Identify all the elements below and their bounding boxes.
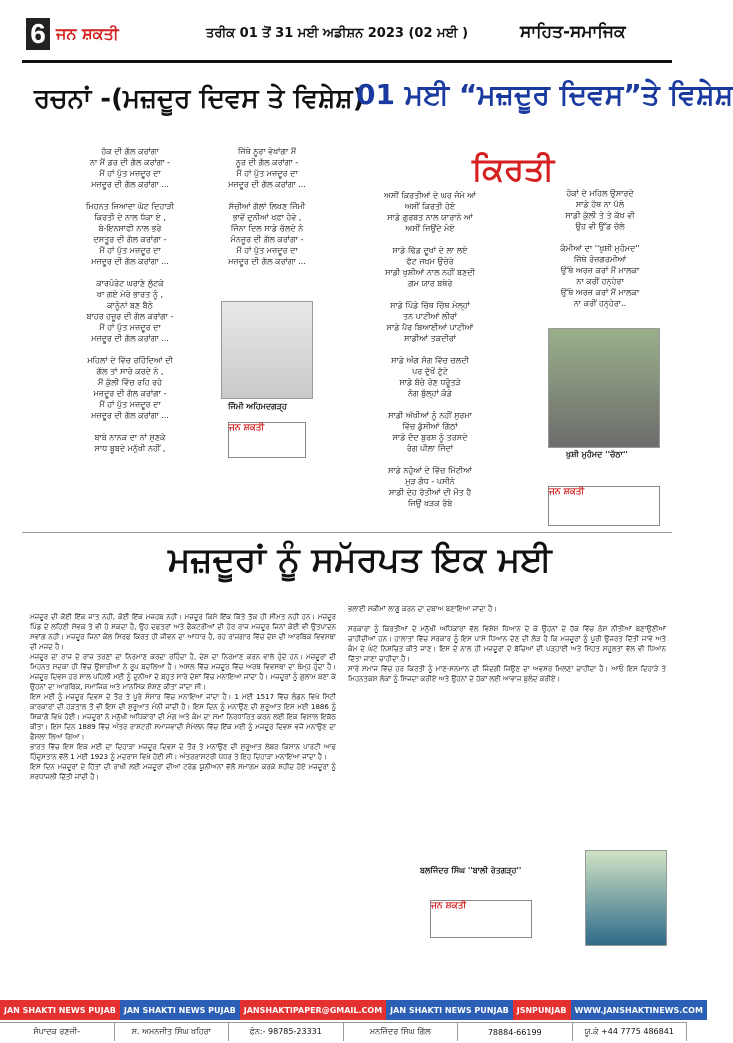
main-article-column-left <box>30 612 336 782</box>
left-article-heading: ਰਚਨਾਂ -(ਮਜ਼ਦੂਰ ਦਿਵਸ ਤੇ ਵਿਸ਼ੇਸ਼) <box>34 84 365 114</box>
main-ad-box <box>430 900 532 938</box>
footer-website-link[interactable]: WWW.JANSHAKTINEWS.COM <box>571 1000 707 1020</box>
left-author-caption: ਜਿੰਮੀ ਅਹਿਮਦਗੜ੍ਹ <box>228 402 287 411</box>
dateline: ਤਰੀਕ 01 ਤੋਂ 31 ਮਈ ਅਡੀਸ਼ਨ 2023 (02 ਮਈ ) <box>206 26 469 41</box>
left-poem-column-1: ਹੱਕ ਦੀ ਗੱਲ ਕਰਾਂਗਾ ਨਾ ਮੈਂ ਡਰ ਦੀ ਗੱਲ ਕਰਾਂਗਾ - ਮੈਂ ਹਾਂ ਪੁੱਤ ਮਜ਼ਦੂਰ ਦਾ ਮਜ਼ਦੂਰ ਦੀ ਗੱਲ ਕਰਾਂਗਾ ... ਮਿਹਨਤ ਜਿਆਦਾ ਘੱਟ ਦਿਹਾੜੀ ਕਿਰਤੀ ਦੇ ਨਾਲ ਧੱਕਾ ਏ , ਬੇ-ਇਨਸਾਫੀ ਨਾਲ ਭਰੇ ਦਸਤੂਰ ਦੀ ਗੱਲ ਕਰਾਂਗਾ - ਮੈਂ ਹਾਂ ਪੁੱਤ ਮਜ਼ਦੂਰ ਦਾ ਮਜ਼ਦੂਰ ਦੀ ਗੱਲ ਕਰਾਂਗਾ ... ਕਾਰਪੋਰੇਟ ਘਰਾਣੇ ਲੁੱਟਕੇ ਖਾ ਗਏ ਮੇਰੇ ਭਾਰਤ ਨੂੰ , ਕਾਨੂੰਨਾਂ ਬਣ ਬੈਠੇ ਬਾਹਰ ਹਜ਼ੂਰ ਦੀ ਗੱਲ ਕਰਾਂਗਾ - ਮੈਂ ਹਾਂ ਪੁੱਤ ਮਜ਼ਦੂਰ ਦਾ ਮਜ਼ਦੂਰ ਦੀ ਗੱਲ ਕਰਾਂਗਾ ... ਮਹਿਲਾਂ ਦੇ ਵਿੱਚ ਰਹਿੰਦਿਆਂ ਦੀ ਗੱਲ ਤਾਂ ਸਾਰੇ ਕਰਦੇ ਨੇ , ਮੈਂ ਕੁੱਲੀ ਵਿੱਚ ਰਹਿ ਰਹੇ ਮਜ਼ਦੂਰ ਦੀ ਗੱਲ ਕਰਾਂਗਾ - ਮੈਂ ਹਾਂ ਪੁੱਤ ਮਜ਼ਦੂਰ ਦਾ ਮਜ਼ਦੂਰ ਦੀ ਗੱਲ ਕਰਾਂਗਾ ... ਬਾਬੇ ਨਾਨਕ ਦਾ ਨਾਂ ਸੁਣਕੇ ਸਾਧ ਬੂਬਦੇ ਮਨੁੱਖੀ ਨਹੀਂ , <box>85 147 175 453</box>
ad-logo: ਜਨ ਸ਼ਕਤੀ <box>229 423 265 433</box>
author-photo-main <box>585 850 667 946</box>
footer-uk-phone: ਯੂ.ਕੇ +44 7775 486841 <box>573 1023 688 1041</box>
right-author-caption: ਖੁਸ਼ੀ ਮੁਹੰਮਦ ''ਚੱਠਾ'' <box>566 450 628 459</box>
author-photo-right <box>548 328 660 448</box>
footer-editor-name: ਸ. ਅਮਨਜੀਤ ਸਿੰਘ ਖਹਿਰਾ <box>115 1023 230 1041</box>
main-article-text-left: ਮਜ਼ਦੂਰ ਦੀ ਕੋਈ ਇੱਕ ਜਾਤ ਨਹੀਂ, ਕੋਈ ਇੱਕ ਮਜ਼ਹਬ ਨਹੀਂ। ਮਜ਼ਦੂਰ ਕਿਸੇ ਇੱਕ ਕਿੱਤੇ ਤੱਕ ਹੀ ਸੀਮਤ ਨਹੀਂ ਹਨ। ਮਜ਼ਦੂਰ ਪਿੰਡ ਦੇ ਲਹਿਣੀ ਸੇਵਕ ਤੇ ਵੀ ਹੋ ਸਕਦਾ ਹੈ, ਉਹ ਦਫਤਰਾਂ ਅਤੇ ਫੈਕਟਰੀਆਂ ਦੀ ਹੋਰ ਰਾਜ ਮਜ਼ਦੂਰ ਜਿਨਾਂ ਕੋਈ ਵੀ ਉਤਪਾਦਨ ਸਵਾਂਗ ਨਹੀਂ। ਮਜ਼ਦੂਰ ਜਿਨਾਂ ਕੋਲ ਸਿਰਫ ਕਿਰਤ ਹੀ ਜੀਵਨ ਦਾ ਆਧਾਰ ਹੈ, ਰਹ ਰਾਜ਼ਗਾਰ ਵਿੱਚ ਦੇਸ਼ ਦੀ ਆਰਥਿਕ ਵਿਵਸਥਾ ਦੀ ਮਜ਼ਦ ਹੈ। ਮਜ਼ਦੂਰ ਦਾ ਰਾਜ਼ ਦੇ ਰਾਜ਼ ਤਰਣਾਂ ਦਾ ਨਿਰਮਾਣ ਕਰਦਾ ਰਹਿੰਦਾ ਹੈ, ਦੇਸ਼ ਦਾ ਨਿਰਮਾਣ ਕਰਨ ਵਾਲੇ ਹੁੰਦੇ ਹਨ। ਮਜ਼ਦੂਰਾਂ ਦੀ ਮਿਹਨਤ ਸਦਕਾ ਹੀ ਵਿੱਚ ਉਸਾਰੀਆਂ ਨੇ ਰੂਪ ਬਦਲਿਆ ਹੈ। ਅਸਲ ਵਿੱਚ ਮਜ਼ਦੂਰ ਵਿੱਚ ਅਰਥ ਵਿਵਸਥਾ ਦਾ ਥੰਮ੍ਹ ਹੁੰਦਾ ਹੈ। ਮਜ਼ਦੂਰ ਦਿਵਸ ਹਰ ਸਾਲ ਪਹਿਲੀ ਮਈ ਨੂੰ ਦੁਨੀਆ ਦੇ ਬਹੁਤ ਸਾਰੇ ਦੇਸ਼ਾਂ ਵਿੱਚ ਮਨਾਇਆ ਜਾਂਦਾ ਹੈ। ਮਜ਼ਦੂਰਾਂ ਨੂੰ ਗੁਲਾਮ ਬਣਾ ਕੇ ਉਹਨਾਂ ਦਾ ਆਰਥਿਕ, ਸਮਾਜਿਕ ਅਤੇ ਮਾਨਸਿਕ ਸ਼ੋਸ਼ਣ ਕੀਤਾ ਜਾਂਦਾ ਸੀ। ਇਸ ਮਈ ਨੂੰ ਮਜ਼ਦੂਰ ਦਿਵਸ ਦੇ ਤੌਰ ਤੇ ਪੂਰੇ ਸੰਸਾਰ ਵਿੱਚ ਮਨਾਇਆ ਜਾਂਦਾ ਹੈ। 1 ਮਈ 1517 ਵਿੱਚ ਲੰਡਨ ਵਿਖੇ ਸਿਟੀ ਕਾਰਕਾਰਾਂ ਦੀ ਹੜਤਾਲ ਤੋਂ ਵੀ ਇਸ ਦੀ ਸ਼ੁਰੂਆਤ ਮੰਨੀ ਜਾਂਦੀ ਹੈ। ਇਸ ਦਿਨ ਨੂੰ ਮਨਾਉਣ ਦੀ ਸ਼ੁਰੂਆਤ ਇਸ ਮਈ 1886 ਨੂੰ ਸ਼ਿਕਾਗੋ ਵਿਖੇ ਹੋਈ। ਮਜ਼ਦੂਰਾਂ ਨੇ ਮਨੁੱਖੀ ਅਧਿਕਾਰਾਂ ਦੀ ਮੰਗ ਅਤੇ ਕੰਮ ਦਾ ਸਮਾਂ ਨਿਰਧਾਰਿਤ ਕਰਨ ਲਈ ਇਕ ਵਿਸ਼ਾਲ ਇਕੱਠ ਕੀਤਾ। ਇਸ ਦਿਨ 1889 ਵਿੱਚ ਅੰਤਰ ਰਾਸ਼ਟਰੀ ਸਮਾਜਵਾਦੀ ਸੰਮੇਲਨ ਵਿੱਚ ਇੱਕ ਮਈ ਨੂੰ ਮਜ਼ਦੂਰ ਦਿਵਸ ਵਜੋਂ ਮਨਾਉਣ ਦਾ ਫੈਸਲਾ ਲਿਆ ਗਿਆ। ਭਾਰਤ ਵਿੱਚ ਇਸ ਇਕ ਮਈ ਦਾ ਦਿਹਾੜਾ ਮਜ਼ਦੂਰ ਦਿਵਸ ਦੇ ਤੌਰ ਤੇ ਮਨਾਉਣ ਦੀ ਸ਼ੁਰੂਆਤ ਲੇਬਰ ਕਿਸਾਨ ਪਾਰਟੀ ਆਫ ਹਿੰਦੁਸਤਾਨ ਵੱਲੋਂ 1 ਮਈ 1923 ਨੂੰ ਮਦਰਾਸ ਵਿਖੇ ਹੋਈ ਸੀ। ਅੰਤਰਰਾਸ਼ਟਰੀ ਪੱਧਰ ਤੇ ਇਹ ਦਿਹਾੜਾ ਮਨਾਇਆ ਜਾਂਦਾ ਹੈ। ਇਸ ਦਿਨ ਮਜ਼ਦੂਰਾਂ ਦੇ ਹਿੱਤਾਂ ਦੀ ਰਾਖੀ ਲਈ ਮਜ਼ਦੂਰਾਂ ਦੀਆਂ ਟਰੇਡ ਯੂਨੀਅਨਾਂ ਵੱਲੋਂ ਸਮਾਗਮ ਕਰਕੇ ਸ਼ਹੀਦ ਹੋਏ ਮਜ਼ਦੂਰਾਂ ਨੂੰ ਸ਼ਰਧਾਂਜਲੀ ਦਿੱਤੀ ਜਾਂਦੀ ਹੈ। <box>30 613 336 781</box>
footer-contact-name: ਮਨਜਿੰਦਰ ਸਿੰਘ ਗਿੱਲ <box>344 1023 459 1041</box>
footer-editor-label: ਸੰਪਾਦਕ ਰਣਜੀ- <box>0 1023 115 1041</box>
footer-youtube-link[interactable]: JAN SHAKTI NEWS PUNJAB <box>386 1000 513 1020</box>
main-author-caption: ਬਲਜਿੰਦਰ ਸਿੰਘ ''ਬਾਲੀ ਰੇਤਗੜ੍ਹ'' <box>420 866 522 875</box>
left-poem-column-2: ਜਿੱਥੇ ਨੂਰਾ ਵੇਖਾਂਗਾ ਮੈਂ ਨੂਰ ਦੀ ਗੱਲ ਕਰਾਂਗਾ - ਮੈਂ ਹਾਂ ਪੁੱਤ ਮਜ਼ਦੂਰ ਦਾ ਮਜ਼ਦੂਰ ਦੀ ਗੱਲ ਕਰਾਂਗਾ ... ਸੱਚੀਆਂ ਗੱਲਾਂ ਲਿਖਣ ਜਿੰਮੀ ਭਾਵੇਂ ਦੁਨੀਆਂ ਖਫ਼ਾ ਹੋਵੇ , ਜਿੰਨਾ ਦਿਲ ਸਾਡੇ ਚੱਲਦੇ ਨੇ ਮੰਨਜ਼ੂਰ ਦੀ ਗੱਲ ਕਰਾਂਗਾ - ਮੈਂ ਹਾਂ ਪੁੱਤ ਮਜ਼ਦੂਰ ਦਾ ਮਜ਼ਦੂਰ ਦੀ ਗੱਲ ਕਰਾਂਗਾ ... <box>228 147 306 266</box>
section-title: ਸਾਹਿਤ-ਸਮਾਜਿਕ <box>520 22 626 42</box>
right-ad-box <box>548 486 660 526</box>
right-poem-column-2: ਹੋਕਾਂ ਦੇ ਮਹਿਲ ਉਸਾਰਦੇ ਸਾਡੇ ਹੱਥ ਨਾ ਪੱਲੇ ਸਾਡੀ ਕੁੱਲੀ ਤੇ ਤੇ ਕੱਖ ਵੀ ਉਹ ਵੀ ਉੱਡ ਚੱਲੇ ਕੰਮੀਆਂ ਦਾ ''ਖੁਸ਼ੀ ਮੁਹੰਮਦ'' ਜਿੱਥੇ ਰੋਜ਼ਗਰਮੀਆਂ ਉੱਥੇ ਅਰਜ਼ ਕਰਾਂ ਮੈਂ ਮਾਲਕਾ ਨਾ ਕਰੀਂ ਹਨ੍ਹੇਰਾ ਉੱਥੇ ਅਰਜ਼ ਕਰਾਂ ਮੈਂ ਮਾਲਕਾ ਨਾ ਕਰੀਂ ਹਨ੍ਹੇਰਾ.. <box>560 189 640 308</box>
ad-logo: ਜਨ ਸ਼ਕਤੀ <box>549 487 585 497</box>
ad-logo: ਜਨ ਸ਼ਕਤੀ <box>431 901 467 911</box>
footer-social-bar <box>0 1000 703 1020</box>
header-rule <box>22 60 672 63</box>
footer-email-link[interactable]: JANSHAKTIPAPER@GMAIL.COM <box>240 1000 386 1020</box>
newspaper-logo: ਜਨ ਸ਼ਕਤੀ <box>56 24 119 43</box>
page-number: 6 <box>26 18 50 50</box>
footer-contact-row <box>0 1022 687 1041</box>
author-photo-left <box>221 301 313 399</box>
right-poem-column-1: ਅਸੀਂ ਕਿਰਤੀਆਂ ਦੇ ਘਰ ਜੰਮੇ ਆਂ ਅਸੀਂ ਕਿਰਤੀ ਹੋਏ ਸਾਡੇ ਗੁਰਬਤ ਨਾਲ ਯਾਰਾਨੇ ਆਂ ਅਸੀਂ ਜਿਉਂਦੇ ਮੋਏ ਸਾਡੇ ਢਿੱਡ ਦੂਖਾਂ ਦੇ ਲਾ ਲਏ ਫੱਟ ਜ਼ਖ਼ਮ ਉਚੇਰੇ ਸਾਡੀ ਖੁਸ਼ੀਆਂ ਨਾਲ ਨਹੀਂ ਬਣਦੀ ਗ਼ਮ ਯਾਰ ਬਥੇਰੇ ਸਾਡੇ ਪਿੰਡੇ ਚਿੱਥ ਚਿੱਥ ਮੇਲ੍ਹਾਂ ਤਨ ਪਾਟੀਆਂ ਲੀਰਾਂ ਸਾਡੇ ਪੈਰ ਬਿਆਈਆਂ ਪਾਟੀਆਂ ਸਾਡੀਆਂ ਤਕਦੀਰਾਂ ਸਾਡੇ ਅੰਗ ਸੰਗ ਵਿੱਚ ਚਲਦੀ ਪਰ ਦੁੱਖੋਂ ਟੁੱਟੇ ਸਾਡੇ ਬੱਚੇ ਰੋਣ ਧਰੂੰਤੜੇ ਨੰਗ ਬੁੱਲ੍ਹਾਂ ਕੰਡੇ ਸਾਡੀ ਅੱਖੀਆਂ ਨੂੰ ਨਹੀਂ ਸੁਰਮਾ ਵਿੱਚ ਡੁੱਸੀਆਂ ਗਿੱਠਾਂ ਸਾਡੇ ਦੰਦ ਬੁਰਸ਼ ਨੂੰ ਤਰਸਦੇ ਰੰਗ ਪੀਲਾ ਜਿੰਦਾਂ ਸਾਡੇ ਨਹੁੰਆਂ ਦੇ ਵਿੱਚ ਮਿੱਟੀਆਂ ਮੁੜ ਗੰਧ - ਪਸੀਨੇ ਸਾਡੀ ਦੇਹ ਰੱਤੀਆਂ ਦੀ ਮੌਤ ਹੈ ਜਿਉਂ ਖੜਕ ਰੱਬੇ <box>383 191 476 508</box>
poem-title: ਕਿਰਤੀ <box>472 150 555 188</box>
footer-phone: ਫੋਨ:- 98785-23331 <box>229 1023 344 1041</box>
footer-facebook-link-2[interactable]: JAN SHAKTI NEWS PUJAB <box>120 1000 240 1020</box>
main-article-column-right <box>348 604 666 684</box>
right-article-heading: 01 ਮਈ “ਮਜ਼ਦੂਰ ਦਿਵਸ”ਤੇ ਵਿਸ਼ੇਸ਼ <box>356 78 733 111</box>
divider <box>22 532 672 533</box>
footer-facebook-link[interactable]: JAN SHAKTI NEWS PUJAB <box>0 1000 120 1020</box>
footer-phone-2: 78884-66199 <box>458 1023 573 1041</box>
footer-twitter-link[interactable]: JSNPUNJAB <box>513 1000 571 1020</box>
main-article-text-right-top: ਭਲਾਈ ਸਕੀਮਾਂ ਲਾਗੂ ਕਰਨ ਦਾ ਦਬਾਅ ਬਣਾਇਆ ਜਾਂਦਾ ਹੈ। <box>348 605 498 613</box>
main-article-heading: ਮਜ਼ਦੂਰਾਂ ਨੂੰ ਸਮੱਰਪਤ ਇਕ ਮਈ <box>168 540 552 580</box>
main-article-text-right: ਸਰਕਾਰਾਂ ਨੂੰ ਕਿਰਤੀਆਂ ਦੇ ਮਨੁੱਖੀ ਅਧਿਕਾਰਾਂ ਵੱਲ ਵਿਸ਼ੇਸ਼ ਧਿਆਨ ਦੇ ਕੇ ਉਹਨਾਂ ਦੇ ਹੱਕ ਵਿੱਚ ਠੋਸ ਨੀਤੀਆਂ ਬਣਾਉਣੀਆਂ ਚਾਹੀਦੀਆਂ ਹਨ। ਹਾਲਾਤਾਂ ਵਿੱਚ ਸਰਕਾਰ ਨੂੰ ਇਸ ਪਾਸੇ ਧਿਆਨ ਦੇਣ ਦੀ ਲੋੜ ਹੈ ਕਿ ਮਜ਼ਦੂਰਾਂ ਨੂੰ ਪੂਰੀ ਉਜਰਤ ਦਿੱਤੀ ਜਾਵੇ ਅਤੇ ਕੰਮ ਦੇ ਘੰਟੇ ਨਿਸ਼ਚਿਤ ਕੀਤੇ ਜਾਣ। ਇਸ ਦੇ ਨਾਲ ਹੀ ਮਜ਼ਦੂਰਾਂ ਦੇ ਬੱਚਿਆਂ ਦੀ ਪੜ੍ਹਾਈ ਅਤੇ ਸਿਹਤ ਸਹੂਲਤਾਂ ਵੱਲ ਵੀ ਧਿਆਨ ਦਿੱਤਾ ਜਾਣਾ ਚਾਹੀਦਾ ਹੈ। ਸਾਰੇ ਸਮਾਜ ਵਿੱਚ ਹਰ ਕਿਰਤੀ ਨੂੰ ਮਾਣ-ਸਨਮਾਨ ਦੀ ਜਿੰਦਗੀ ਜਿਉਣ ਦਾ ਅਵਸਰ ਮਿਲਣਾ ਚਾਹੀਦਾ ਹੈ। ਆਓ ਇਸ ਦਿਹਾੜੇ ਤੇ ਮਿਹਨਤਕਸ਼ ਲੋਕਾਂ ਨੂੰ ਸਿਜਦਾ ਕਰੀਏ ਅਤੇ ਉਹਨਾਂ ਦੇ ਹੱਕਾਂ ਲਈ ਆਵਾਜ਼ ਬੁਲੰਦ ਕਰੀਏ। <box>348 625 666 683</box>
left-ad-box <box>228 422 306 458</box>
